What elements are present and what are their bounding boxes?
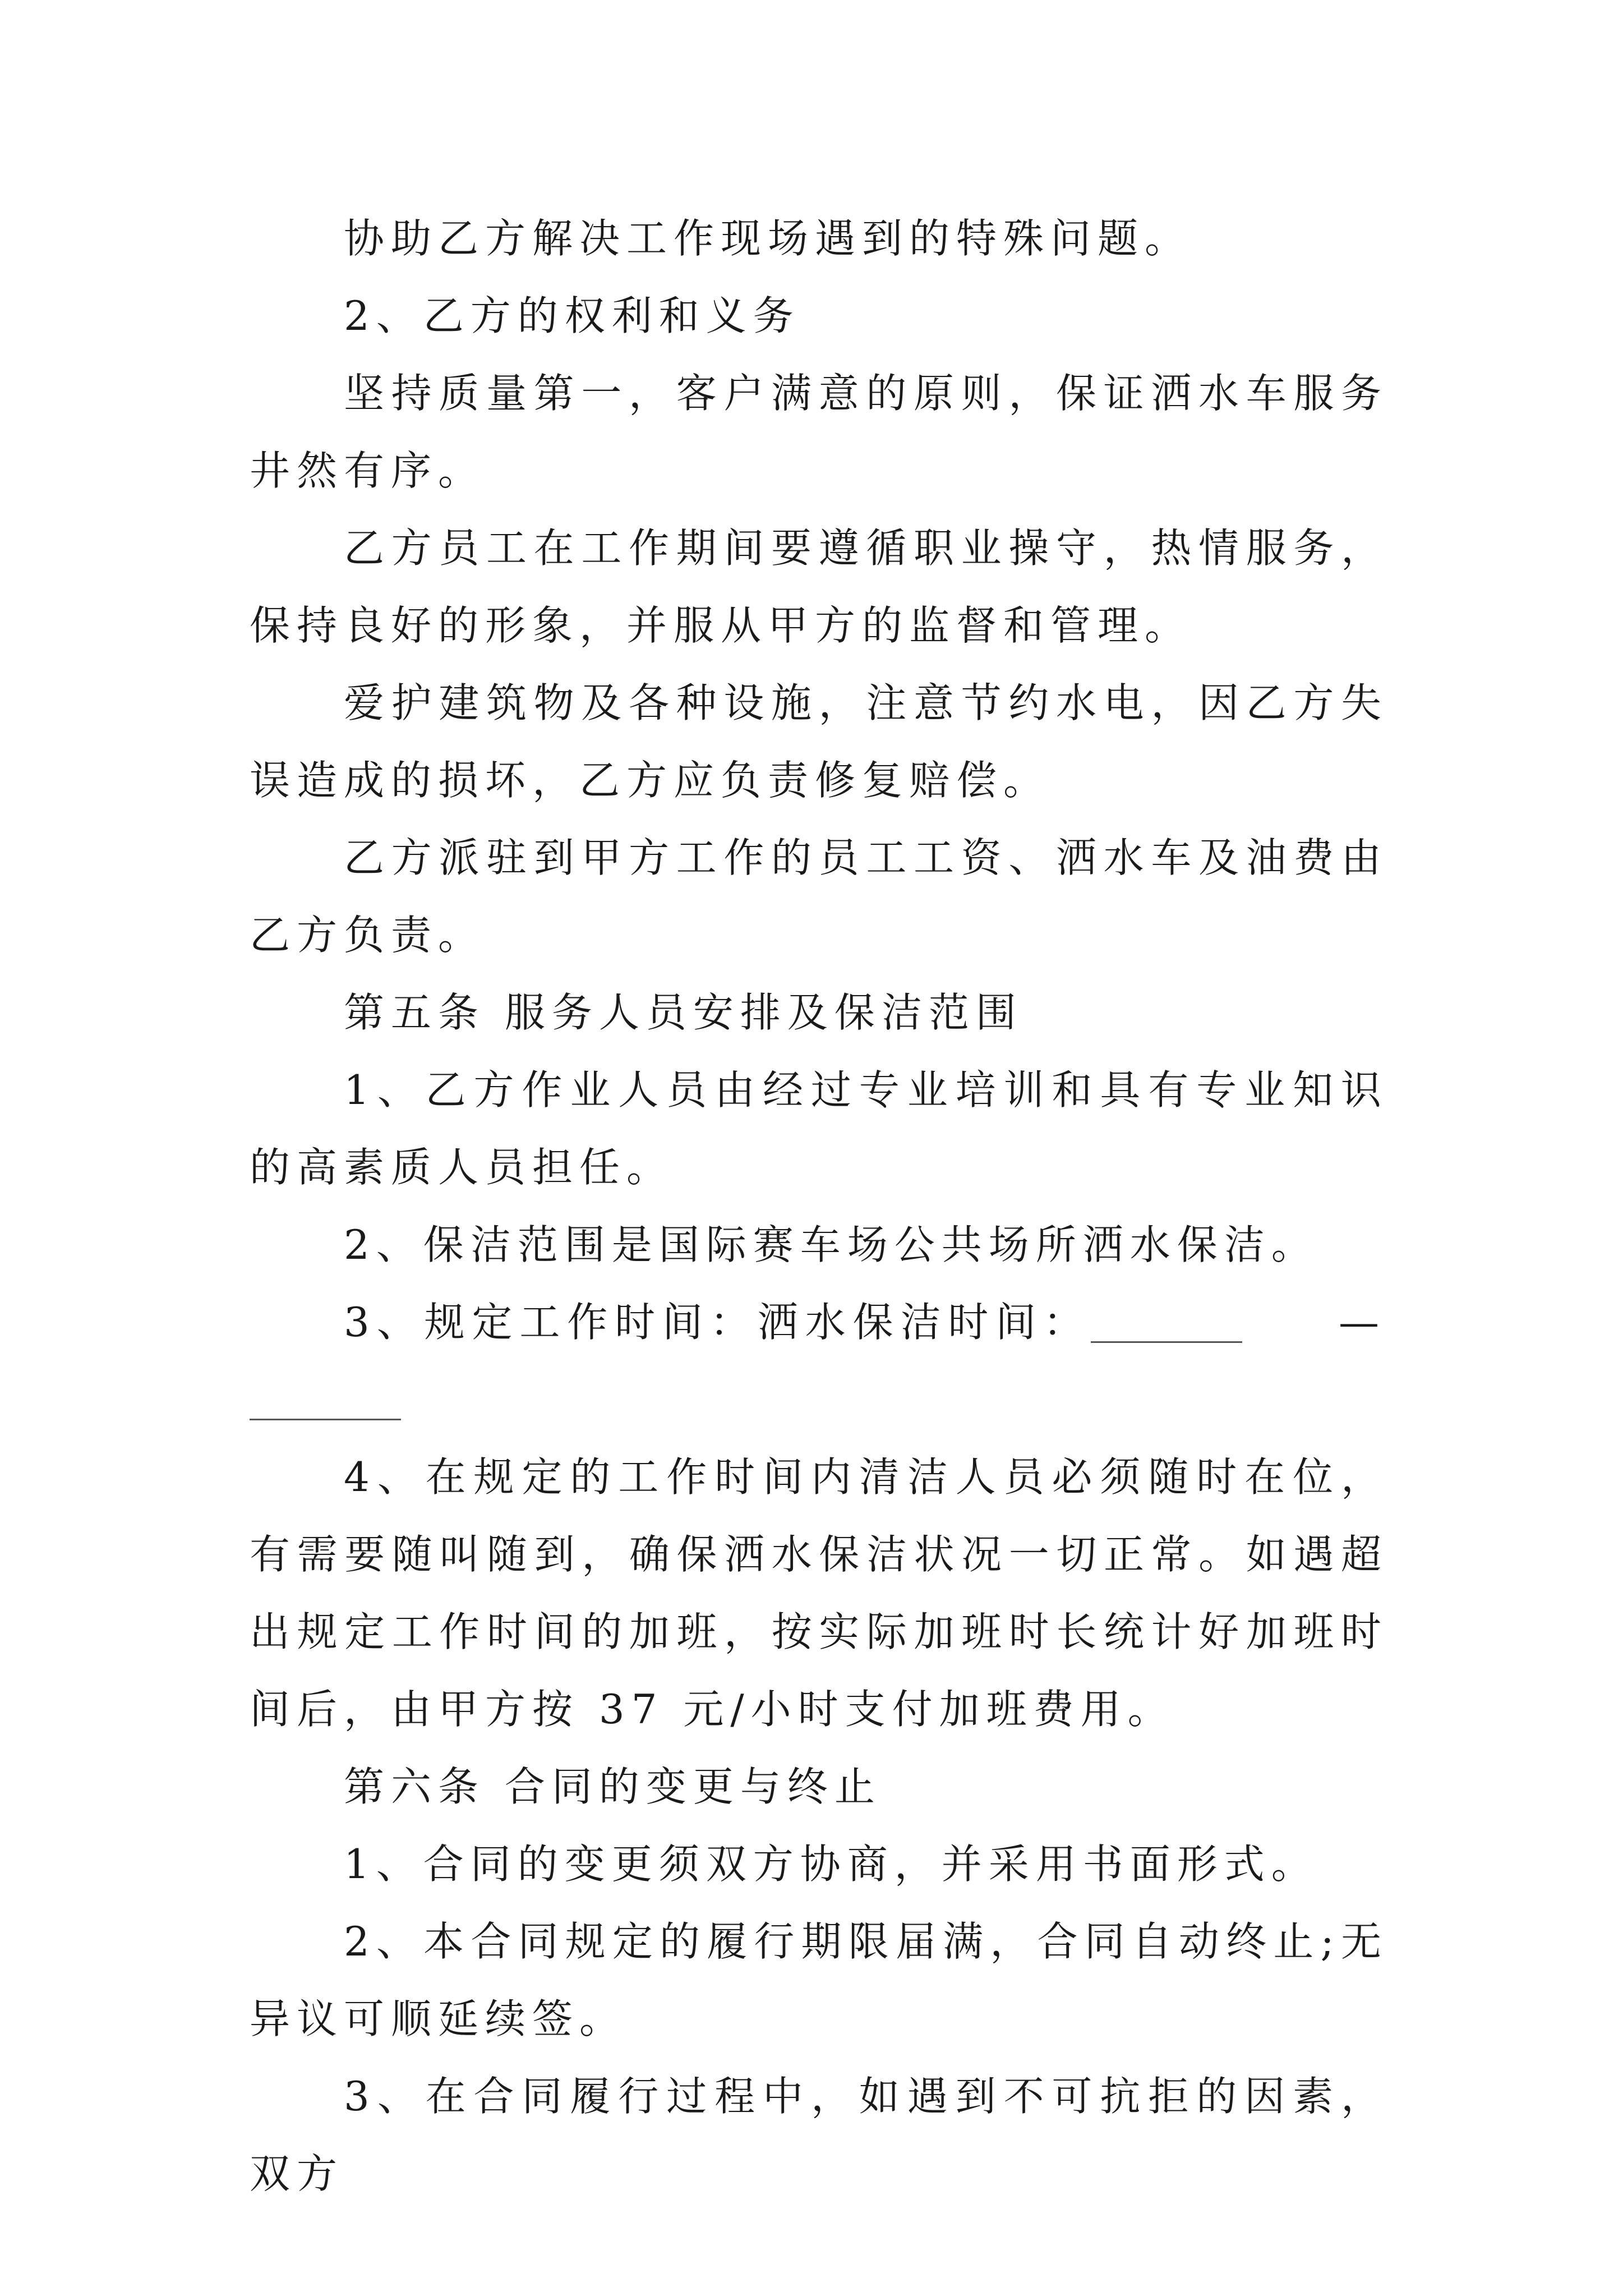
paragraph: 坚持质量第一，客户满意的原则，保证洒水车服务井然有序。 bbox=[250, 370, 1388, 494]
paragraph: 乙方员工在工作期间要遵循职业操守，热情服务，保持良好的形象，并服从甲方的监督和管理。 bbox=[250, 524, 1388, 649]
paragraph: 1、乙方作业人员由经过专业培训和具有专业知识的高素质人员担任。 bbox=[250, 1066, 1388, 1191]
start-time-blank bbox=[1091, 1302, 1242, 1343]
paragraph: 协助乙方解决工作现场遇到的特殊问题。 bbox=[344, 215, 1192, 262]
work-time-label: 3、规定工作时间：洒水保洁时间： bbox=[344, 1299, 1091, 1346]
document-body bbox=[250, 200, 1388, 2212]
paragraph: 2、保洁范围是国际赛车场公共场所洒水保洁。 bbox=[344, 1221, 1318, 1268]
paragraph: 1、合同的变更须双方协商，并采用书面形式。 bbox=[344, 1841, 1318, 1888]
article-heading: 第五条 服务人员安排及保洁范围 bbox=[344, 989, 1023, 1036]
work-time-line bbox=[250, 1283, 1388, 1438]
paragraph: 2、本合同规定的履行期限届满，合同自动终止;无异议可顺延续签。 bbox=[250, 1918, 1388, 2042]
paragraph: 3、在合同履行过程中，如遇到不可抗拒的因素，双方 bbox=[250, 2073, 1388, 2197]
paragraph: 爱护建筑物及各种设施，注意节约水电，因乙方失误造成的损坏，乙方应负责修复赔偿。 bbox=[250, 679, 1388, 804]
end-time-blank bbox=[250, 1379, 401, 1420]
time-separator: — bbox=[1339, 1299, 1386, 1346]
article-heading: 第六条 合同的变更与终止 bbox=[344, 1763, 882, 1810]
section-heading: 2、乙方的权利和义务 bbox=[344, 292, 800, 339]
paragraph: 乙方派驻到甲方工作的员工工资、洒水车及油费由乙方负责。 bbox=[250, 834, 1388, 959]
paragraph: 4、在规定的工作时间内清洁人员必须随时在位，有需要随叫随到，确保洒水保洁状况一切正常。如遇超出规定工作时间的加班，按实际加班时长统计好加班时间后，由甲方按 37 元/小时支付加班费用。 bbox=[250, 1453, 1388, 1733]
